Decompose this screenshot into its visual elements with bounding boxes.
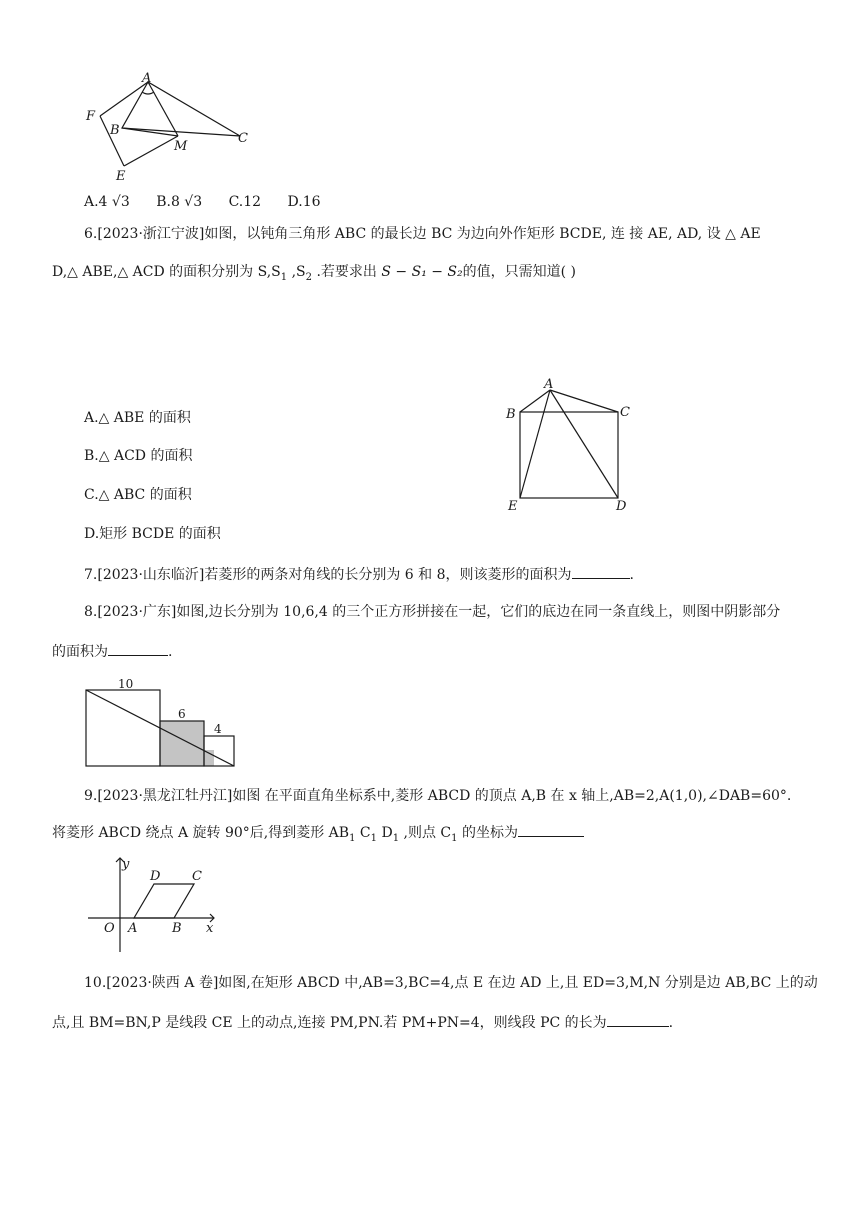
- q5-label-A: A: [142, 71, 152, 86]
- q5-label-M: M: [174, 139, 188, 154]
- q7-text: [84, 564, 844, 585]
- q5-figure: [80, 70, 260, 182]
- q8-text-line2: [52, 641, 812, 662]
- q8-answer-blank[interactable]: [108, 641, 168, 656]
- q5-option-b[interactable]: B.8 √3: [156, 194, 203, 210]
- q7-end: .: [629, 567, 634, 583]
- q9-label-D: D: [150, 869, 161, 884]
- q9-text-a: 将菱形 ABCD 绕点 A 旋转 90°后,得到菱形 AB: [52, 825, 350, 841]
- q6-label-D: D: [616, 499, 627, 514]
- q9-answer-blank[interactable]: [518, 822, 584, 837]
- q10-answer-blank[interactable]: [607, 1012, 669, 1027]
- q6-label-B: B: [506, 407, 516, 422]
- q9-figure: [84, 852, 234, 956]
- q6-text-line1: 6.[2023·浙江宁波]如图，以钝角三角形 ABC 的最长边 BC 为边向外作矩形 BCDE, 连 接 AE, AD, 设 △ AE: [84, 226, 761, 242]
- q6-option-a[interactable]: A.△ ABE 的面积: [84, 410, 191, 426]
- q6-label-A: A: [544, 377, 554, 392]
- q5-option-c[interactable]: C.12: [228, 194, 262, 210]
- q6-text-b: ,S: [287, 264, 306, 280]
- q8-label-6: 6: [178, 707, 186, 721]
- q9-label-B: B: [172, 921, 182, 936]
- q6-sub1: 1: [280, 271, 288, 283]
- q5-label-E: E: [116, 169, 126, 184]
- q10-text-line1: 10.[2023·陕西 A 卷]如图,在矩形 ABCD 中,AB=3,BC=4,点 E 在边 AD 上,且 ED=3,M,N 分别是边 AB,BC 上的动: [84, 975, 818, 991]
- q8-text-line1: 8.[2023·广东]如图,边长分别为 10,6,4 的三个正方形拼接在一起，它们的底边在同一条直线上，则图中阴影部分: [84, 604, 781, 620]
- q8-label-10: 10: [118, 677, 134, 691]
- q9-sub-c1: 1: [370, 832, 377, 844]
- q10-text-line2: [52, 1012, 812, 1033]
- q7-question: 7.[2023·山东临沂]若菱形的两条对角线的长分别为 6 和 8，则该菱形的面积为: [84, 567, 572, 583]
- q5-options: [84, 192, 343, 212]
- q6-option-b[interactable]: B.△ ACD 的面积: [84, 448, 193, 464]
- q9-label-C: C: [192, 869, 202, 884]
- q9-label-x: x: [206, 921, 214, 936]
- q9-text-b: C: [355, 825, 371, 841]
- q9-text-c: D: [377, 825, 393, 841]
- q5-label-F: F: [86, 109, 96, 124]
- q6-text-line2: [52, 262, 812, 288]
- q8-shaded-region: [160, 721, 214, 766]
- q9-text-d: ,则点 C: [399, 825, 452, 841]
- q6-text-d: 的值，只需知道( ): [462, 264, 577, 280]
- q9-label-y: y: [122, 857, 130, 872]
- q6-option-d[interactable]: D.矩形 BCDE 的面积: [84, 526, 221, 542]
- q6-label-E: E: [508, 499, 518, 514]
- q5-option-d[interactable]: D.16: [287, 194, 321, 210]
- q5-label-C: C: [238, 131, 248, 146]
- q6-figure: [500, 372, 650, 518]
- q8-end: .: [168, 644, 173, 660]
- q6-text-c: .若要求出: [312, 264, 382, 280]
- q10-text-2: 点,且 BM=BN,P 是线段 CE 上的动点,连接 PM,PN.若 PM+PN=4，则线段 PC 的长为: [52, 1015, 607, 1031]
- q9-label-O: O: [104, 921, 115, 936]
- q7-answer-blank[interactable]: [572, 564, 630, 579]
- q9-sub-b1: 1: [349, 832, 356, 844]
- q5-label-B: B: [110, 123, 120, 138]
- q9-text-e: 的坐标为: [457, 825, 518, 841]
- q8-label-4: 4: [214, 722, 222, 736]
- q9-sub-d1: 1: [392, 832, 400, 844]
- q10-end: .: [668, 1015, 674, 1031]
- q5-option-a[interactable]: A.4 √3: [84, 194, 130, 210]
- q9-sub-c1b: 1: [451, 832, 458, 844]
- q6-option-c[interactable]: C.△ ABC 的面积: [84, 487, 192, 503]
- q6-sub2: 2: [305, 271, 313, 283]
- q6-formula: S − S₁ − S₂: [381, 264, 463, 280]
- q9-text-line2: [52, 822, 812, 849]
- q8-text-2: 的面积为: [52, 644, 108, 660]
- q6-label-C: C: [620, 405, 630, 420]
- q8-figure: [84, 676, 240, 768]
- q9-text-line1: 9.[2023·黑龙江牡丹江]如图 在平面直角坐标系中,菱形 ABCD 的顶点 A,B 在 x 轴上,AB=2,A(1,0),∠DAB=60°.: [84, 788, 792, 804]
- q6-text-a: D,△ ABE,△ ACD 的面积分别为 S,S: [52, 264, 281, 280]
- q9-label-A: A: [128, 921, 138, 936]
